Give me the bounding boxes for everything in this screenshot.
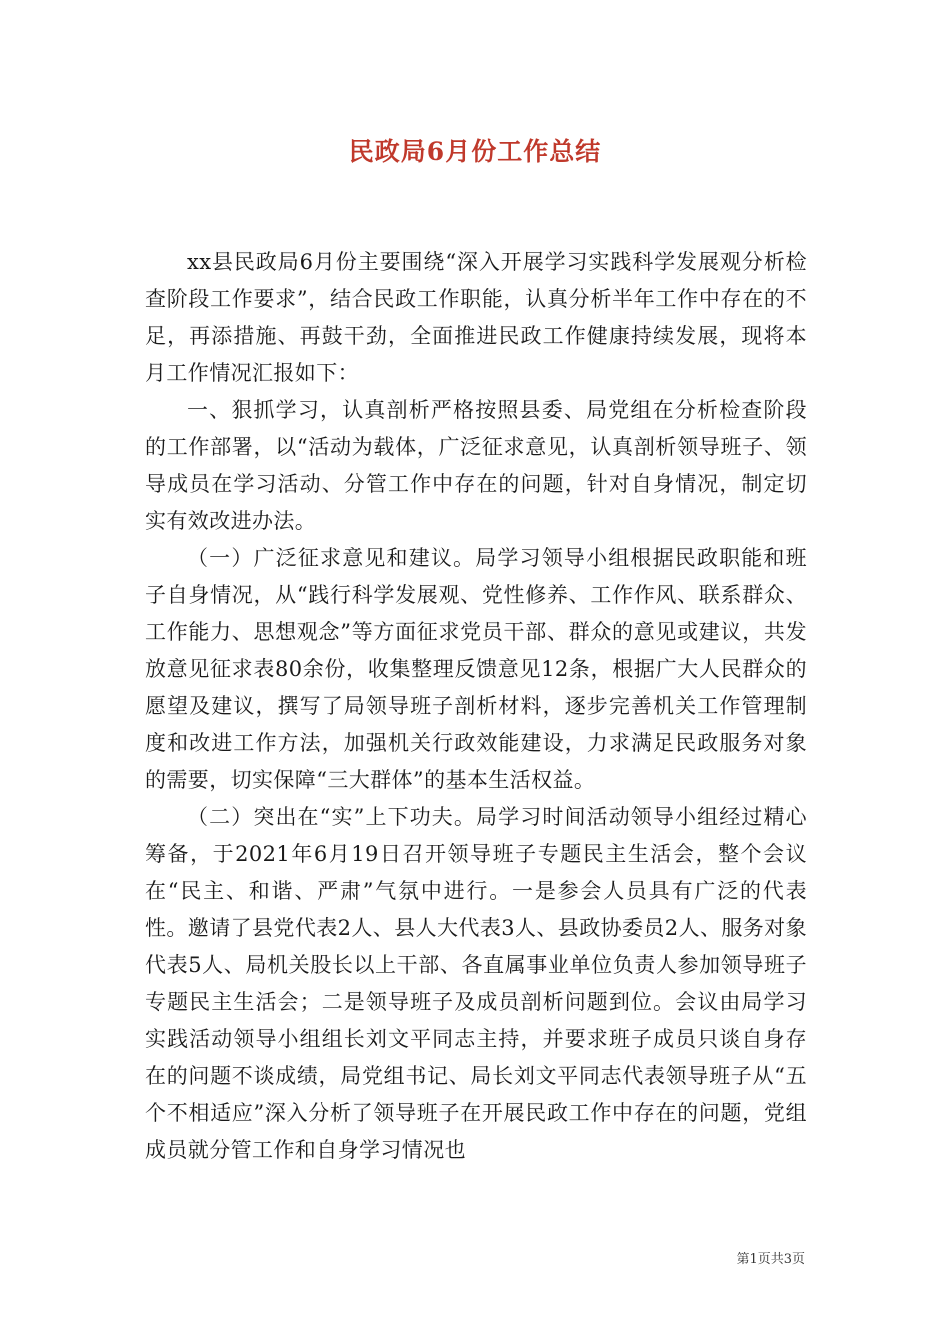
intro-paragraph: xx县民政局6月份主要围绕“深入开展学习实践科学发展观分析检查阶段工作要求”，结合民政工作职能，认真分析半年工作中存在的不足，再添措施、再鼓干劲，全面推进民政工作健康持续发展，现将本月工作情况汇报如下： bbox=[145, 250, 807, 385]
page-number-footer: 第1页共3页 bbox=[736, 1252, 805, 1267]
section-one-paragraph: 一、狠抓学习，认真剖析严格按照县委、局党组在分析检查阶段的工作部署，以“活动为载体，广泛征求意见，认真剖析领导班子、领导成员在学习活动、分管工作中存在的问题，针对自身情况，制定切实有效改进办法。 bbox=[145, 398, 807, 533]
document-body bbox=[145, 244, 807, 1169]
document-title: 民政局6月份工作总结 bbox=[348, 137, 602, 166]
subsection-two-paragraph: （二）突出在“实”上下功夫。局学习时间活动领导小组经过精心筹备，于2021年6月19日召开领导班子专题民主生活会，整个会议在“民主、和谐、严肃”气氛中进行。一是参会人员具有广泛的代表性。邀请了县党代表2人、县人大代表3人、县政协委员2人、服务对象代表5人、局机关股长以上干部、各直属事业单位负责人参加领导班子专题民主生活会；二是领导班子及成员剖析问题到位。会议由局学习实践活动领导小组组长刘文平同志主持，并要求班子成员只谈自身存在的问题不谈成绩，局党组书记、局长刘文平同志代表领导班子从“五个不相适应”深入分析了领导班子在开展民政工作中存在的问题，党组成员就分管工作和自身学习情况也 bbox=[145, 805, 807, 1162]
subsection-one-paragraph: （一）广泛征求意见和建议。局学习领导小组根据民政职能和班子自身情况，从“践行科学发展观、党性修养、工作作风、联系群众、工作能力、思想观念”等方面征求党员干部、群众的意见或建议，共发放意见征求表80余份，收集整理反馈意见12条，根据广大人民群众的愿望及建议，撰写了局领导班子剖析材料，逐步完善机关工作管理制度和改进工作方法，加强机关行政效能建设，力求满足民政服务对象的需要，切实保障“三大群体”的基本生活权益。 bbox=[145, 546, 807, 792]
